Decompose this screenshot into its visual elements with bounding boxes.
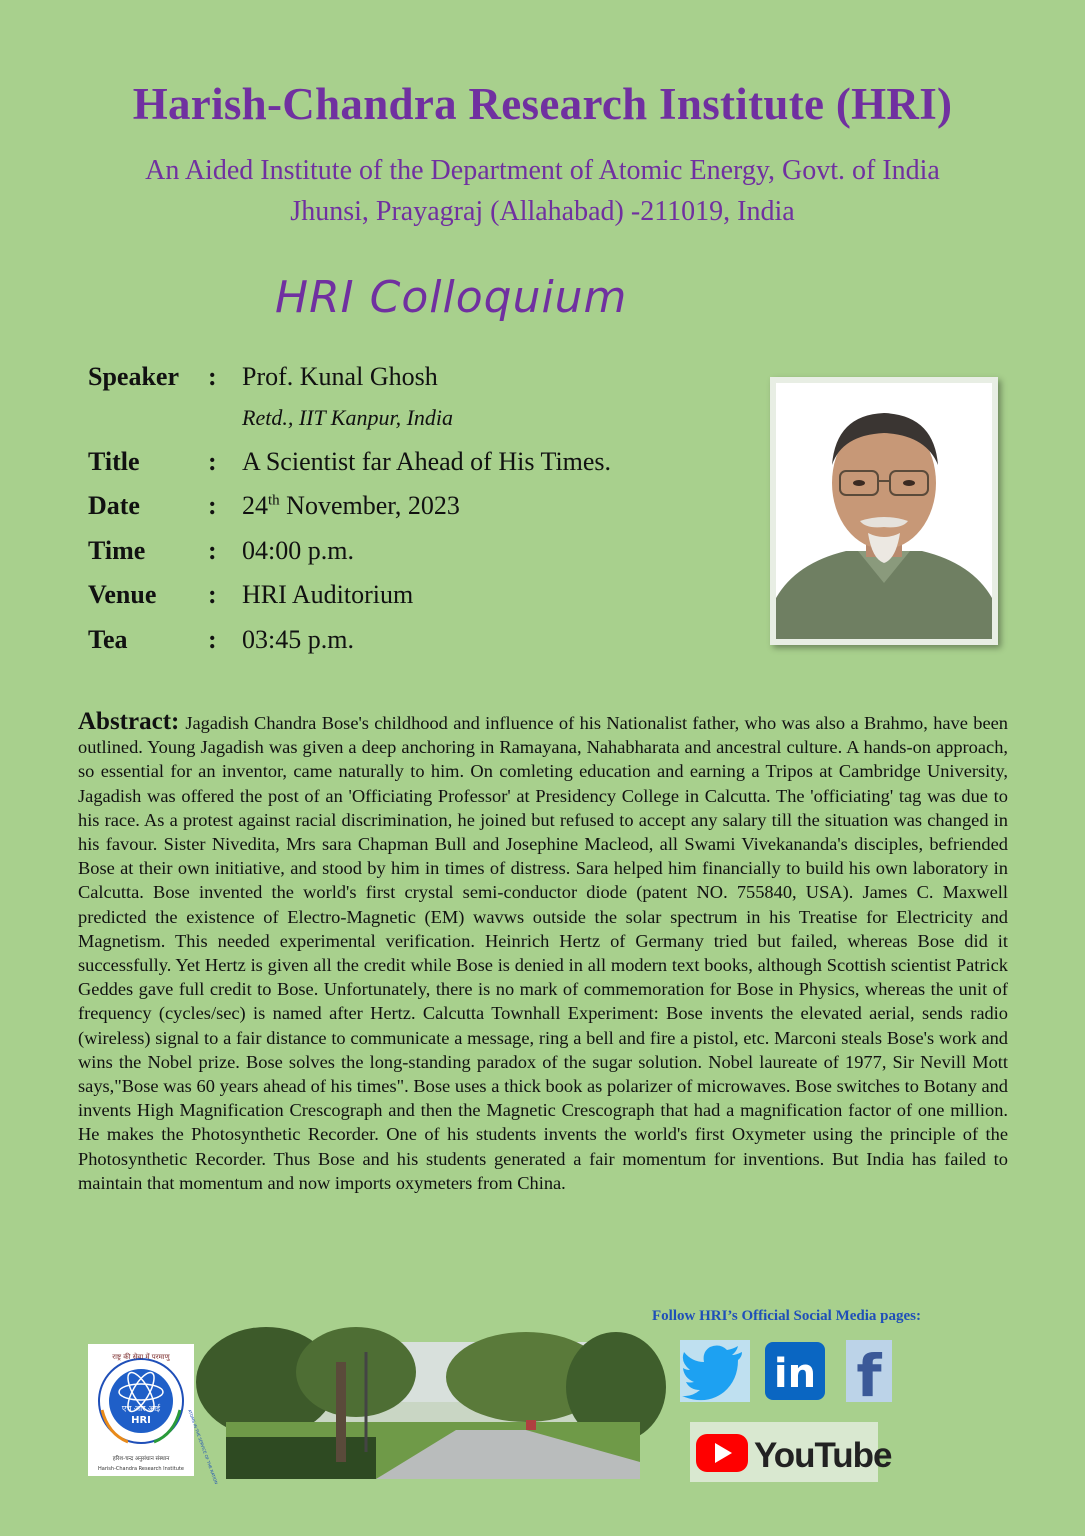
colon: : (208, 580, 217, 609)
linkedin-icon (762, 1340, 828, 1402)
date-day: 24 (242, 491, 268, 520)
logo-side-text: ATOMS IN THE SERVICE OF THE NATION (187, 1408, 219, 1485)
title-value: A Scientist far Ahead of His Times. (242, 447, 612, 476)
campus-scene (226, 1342, 640, 1479)
institute-address: Jhunsi, Prayagraj (Allahabad) -211019, India (290, 196, 795, 227)
youtube-wordmark: YouTube (754, 1436, 892, 1475)
logo-caption: Harish-Chandra Research Institute (98, 1466, 184, 1472)
logo-hindi-bottom: हरिश-चन्द्र अनुसंधान संस्थान (112, 1456, 170, 1462)
tea-label: Tea (88, 625, 128, 654)
title-label: Title (88, 447, 140, 476)
youtube-icon (690, 1422, 892, 1482)
linkedin-icon-text: in (773, 1351, 817, 1397)
venue-value: HRI Auditorium (242, 580, 414, 609)
venue-label: Venue (88, 580, 157, 609)
tea-value: 03:45 p.m. (242, 625, 354, 654)
linkedin-link[interactable] (762, 1340, 828, 1402)
speaker-label: Speaker (88, 362, 179, 391)
twitter-link[interactable] (680, 1340, 750, 1402)
date-suffix: th (268, 492, 280, 509)
facebook-link[interactable] (846, 1340, 892, 1410)
time-value: 04:00 p.m. (242, 536, 354, 565)
logo-hindi-mid: एच आर आई (121, 1404, 161, 1413)
speaker-portrait (776, 383, 992, 639)
time-label: Time (88, 536, 146, 565)
speaker-photo (770, 377, 998, 645)
event-title: HRI Colloquium (275, 272, 628, 323)
hri-logo (88, 1344, 219, 1485)
speaker-value: Prof. Kunal Ghosh (242, 362, 438, 391)
date-rest: November, 2023 (279, 491, 460, 520)
date-value (242, 491, 460, 521)
youtube-link[interactable] (690, 1422, 892, 1482)
institute-name: Harish-Chandra Research Institute (HRI) (132, 79, 953, 129)
abstract (78, 710, 1008, 1195)
facebook-icon (846, 1340, 892, 1410)
colon: : (208, 536, 217, 565)
logo-hindi-top: राष्ट्र की सेवा में परमाणु (112, 1353, 170, 1361)
colon: : (208, 625, 217, 654)
campus-photo (226, 1342, 640, 1479)
colon: : (208, 491, 217, 520)
date-label: Date (88, 491, 140, 520)
social-follow-text: Follow HRI’s Official Social Media pages: (652, 1308, 922, 1324)
twitter-bird-icon (680, 1340, 750, 1402)
colon: : (208, 447, 217, 476)
logo-abbr: HRI (131, 1415, 151, 1426)
speaker-affiliation: Retd., IIT Kanpur, India (242, 405, 454, 430)
hri-emblem (88, 1344, 219, 1485)
colon: : (208, 362, 217, 391)
institute-affiliation: An Aided Institute of the Department of Atomic Energy, Govt. of India (145, 155, 940, 186)
facebook-icon-text: f (856, 1342, 882, 1410)
abstract-heading: Abstract: (78, 708, 180, 735)
abstract-text: Jagadish Chandra Bose's childhood and influence of his Nationalist father, who was also a Brahmo, have been outlined. Young Jagadish was given a deep anchoring in Ramayana, Nahabharata and ancestral culture. A hands-on approach, so essential for an inventor, came naturally to him. On comleting education and earning a Tripos at Cambridge University, Jagadish was offered the post of an 'Officiating Professor' at Presidency College in Calcutta. The 'officiating' tag was due to his race. As a protest against racial discrimination, he joined but refused to accept any salary till the situation was changed in his favour. Sister Nivedita, Mrs sara Chapman Bull and Josephine Macleod, all Swami Vivekananda's disciples, befriended Bose at their own initiative, and stood by him in times of distress. Sara helped him financially to build his own laboratory in Calcutta. Bose invented the world's first crystal semi-conductor diode (patent NO. 755840, USA). James C. Maxwell predicted the existence of Electro-Magnetic (EM) wavws outside the solar spectrum in his Treatise for Electricity and Magnetism. This needed experimental verification. Heinrich Hertz of Germany tried but failed, whereas Bose did it successfully. Yet Hertz is given all the credit while Bose is denied in all modern text books, although Scottish scientist Patrick Geddes gave full credit to Bose. Unfortunately, there is no mark of commemoration for Bose in Physics, whereas the unit of frequency (cycles/sec) is named after Hertz. Calcutta Townhall Experiment: Bose invents the elevated aerial, sends radio (wireless) signal to a fair distance to communicate a message, ring a bell and fire a pistol, etc. Marconi steals Bose's work and wins the Nobel prize. Bose solves the long-standing paradox of the sugar solution. Nobel laureate of 1977, Sir Nevill Mott says,"Bose was 60 years ahead of his times". Bose uses a thick book as polarizer of microwaves. Bose switches to Botany and invents High Magnification Crescograph and then the Magnetic Crescograph that had a magnification factor of one million. He makes the Photosynthetic Recorder. One of his students invents the world's first Oxymeter using the principle of the Photosynthetic Recorder. Thus Bose and his students generated a fair momentum for inventions. But India has failed to maintain that momentum and now imports oxymeters from China. (78, 713, 1008, 1193)
